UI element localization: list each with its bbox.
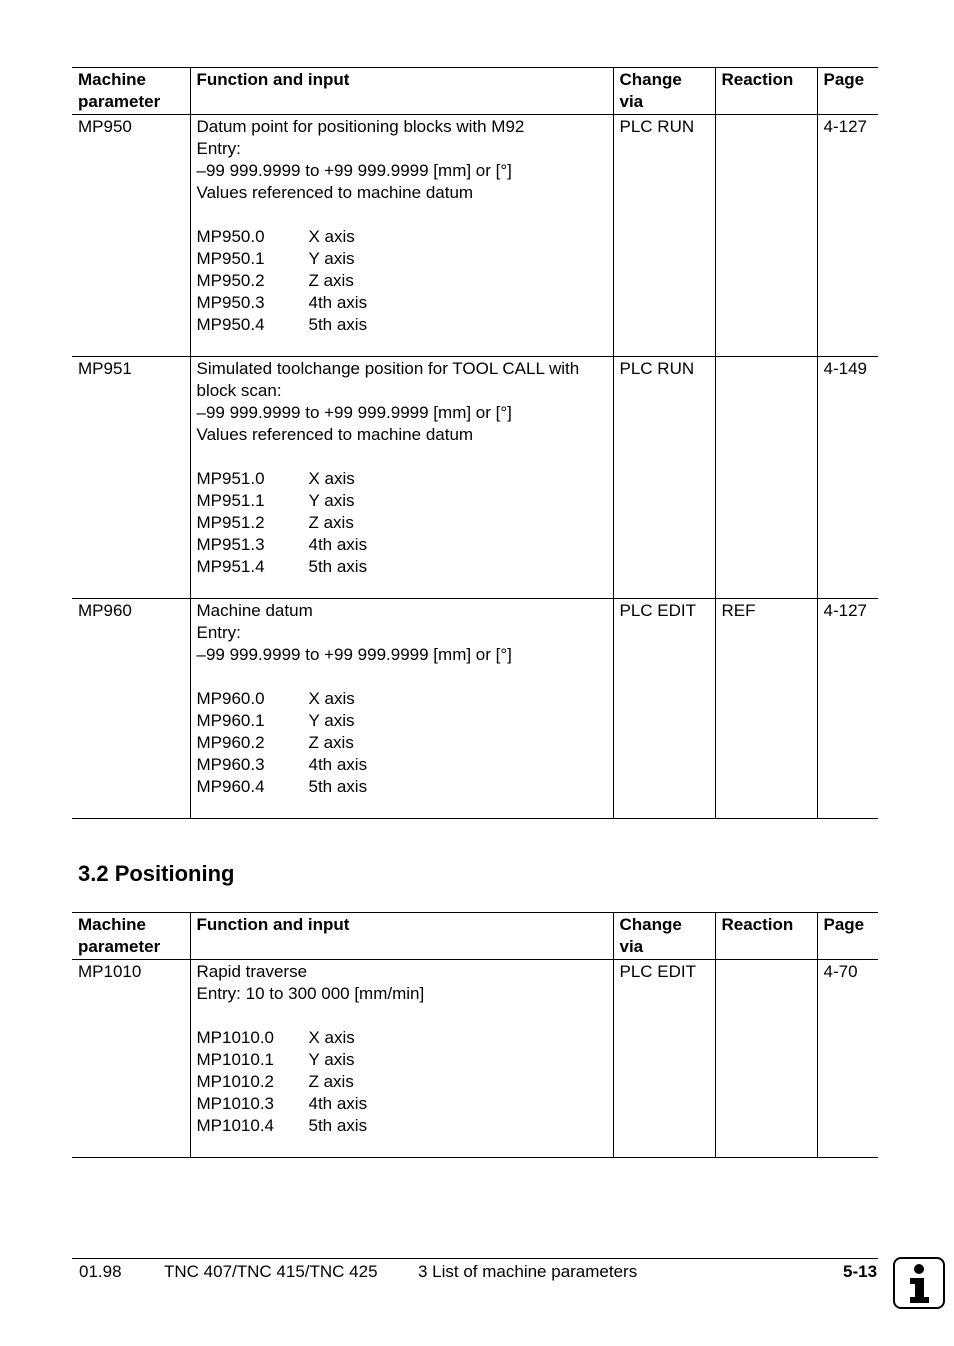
subparameter-id: MP960.3 [196, 755, 265, 774]
subparameter-axis: Y axis [308, 249, 355, 268]
function-cell [190, 357, 613, 599]
axis-subparameter [197, 1093, 607, 1115]
reaction-cell [715, 357, 817, 599]
function-line: Datum point for positioning blocks with M92 [196, 117, 525, 136]
page-cell: 4-127 [817, 599, 878, 819]
function-line: –99 999.9999 to +99 999.9999 [mm] or [°] [196, 161, 512, 180]
table-header-row [72, 913, 878, 960]
footer-date: 01.98 [79, 1262, 122, 1281]
axis-subparameter [197, 776, 607, 798]
function-line: Values referenced to machine datum [196, 183, 474, 202]
header-reaction: Reaction [715, 68, 817, 115]
table-row [72, 357, 878, 599]
param-cell: MP950 [78, 117, 132, 136]
subparameter-axis: 4th axis [308, 1094, 368, 1113]
param-cell: MP951 [78, 359, 132, 378]
subparameter-axis: Z axis [308, 733, 354, 752]
axis-subparameter [197, 1115, 607, 1137]
axis-subparameter [197, 248, 607, 270]
reaction-cell [715, 115, 817, 357]
subparameter-axis: Y axis [308, 491, 355, 510]
table-row [72, 115, 878, 357]
subparameter-axis: 5th axis [308, 315, 368, 334]
subparameter-id: MP960.4 [196, 777, 265, 796]
subparameter-id: MP960.2 [196, 733, 265, 752]
function-line: Entry: [196, 139, 241, 158]
subparameter-id: MP951.0 [196, 469, 265, 488]
function-line: Entry: 10 to 300 000 [mm/min] [196, 984, 425, 1003]
param-cell: MP960 [78, 601, 132, 620]
function-line: –99 999.9999 to +99 999.9999 [mm] or [°] [196, 645, 512, 664]
subparameter-axis: X axis [308, 689, 355, 708]
function-line: Simulated toolchange position for TOOL CALL with [196, 359, 580, 378]
subparameter-id: MP950.0 [196, 227, 265, 246]
header-page: Page [817, 68, 878, 115]
subparameter-id: MP1010.1 [196, 1050, 274, 1069]
change-via-cell: PLC EDIT [613, 599, 715, 819]
subparameter-id: MP950.2 [196, 271, 265, 290]
subparameter-axis: Z axis [308, 1072, 354, 1091]
axis-subparameter [197, 1071, 607, 1093]
subparameter-axis: X axis [308, 227, 355, 246]
header-machine-parameter: Machine parameter [78, 70, 161, 111]
reaction-cell [715, 960, 817, 1158]
subparameter-axis: Z axis [308, 513, 354, 532]
header-page: Page [817, 913, 878, 960]
subparameter-id: MP951.2 [196, 513, 265, 532]
page-cell: 4-70 [817, 960, 878, 1158]
axis-subparameter [197, 1027, 607, 1049]
function-line: Machine datum [196, 601, 313, 620]
change-via-cell: PLC EDIT [613, 960, 715, 1158]
axis-subparameter [197, 534, 607, 556]
page-cell: 4-127 [817, 115, 878, 357]
subparameter-id: MP951.4 [196, 557, 265, 576]
axis-subparameter [197, 688, 607, 710]
parameter-table-2 [72, 912, 878, 1158]
subparameter-axis: X axis [308, 1028, 355, 1047]
parameter-table-1 [72, 67, 878, 819]
subparameter-id: MP1010.0 [196, 1028, 274, 1047]
change-via-cell: PLC RUN [613, 115, 715, 357]
axis-subparameter [197, 1049, 607, 1071]
function-line: block scan: [196, 381, 282, 400]
subparameter-id: MP1010.4 [196, 1116, 274, 1135]
table-row [72, 960, 878, 1158]
function-cell [190, 115, 613, 357]
function-line: Rapid traverse [196, 962, 308, 981]
reaction-cell: REF [715, 599, 817, 819]
subparameter-id: MP951.1 [196, 491, 265, 510]
subparameter-id: MP950.4 [196, 315, 265, 334]
axis-subparameter [197, 732, 607, 754]
subparameter-axis: 5th axis [308, 1116, 368, 1135]
function-cell [190, 960, 613, 1158]
subparameter-axis: Y axis [308, 1050, 355, 1069]
subparameter-id: MP950.3 [196, 293, 265, 312]
function-line: Entry: [196, 623, 241, 642]
subparameter-axis: 5th axis [308, 557, 368, 576]
function-line: –99 999.9999 to +99 999.9999 [mm] or [°] [196, 403, 512, 422]
footer-divider [72, 1258, 878, 1259]
subparameter-axis: 4th axis [308, 293, 368, 312]
axis-subparameter [197, 754, 607, 776]
subparameter-id: MP1010.2 [196, 1072, 274, 1091]
subparameter-axis: 5th axis [308, 777, 368, 796]
header-function-and-input: Function and input [190, 913, 613, 960]
footer-chapter: 3 List of machine parameters [418, 1262, 638, 1281]
subparameter-id: MP960.1 [196, 711, 265, 730]
header-change-via: Change via [613, 68, 715, 115]
subparameter-axis: Z axis [308, 271, 354, 290]
header-reaction: Reaction [715, 913, 817, 960]
function-line: Values referenced to machine datum [196, 425, 474, 444]
subparameter-id: MP1010.3 [196, 1094, 274, 1113]
axis-subparameter [197, 490, 607, 512]
header-change-via: Change via [613, 913, 715, 960]
table-header-row [72, 68, 878, 115]
axis-subparameter [197, 556, 607, 578]
subparameter-axis: X axis [308, 469, 355, 488]
axis-subparameter [197, 468, 607, 490]
page-cell: 4-149 [817, 357, 878, 599]
subparameter-axis: 4th axis [308, 535, 368, 554]
section-heading: 3.2 Positioning [78, 861, 235, 886]
footer-page-number: 5-13 [843, 1262, 878, 1281]
axis-subparameter [197, 710, 607, 732]
axis-subparameter [197, 226, 607, 248]
header-function-and-input: Function and input [190, 68, 613, 115]
axis-subparameter [197, 314, 607, 336]
subparameter-id: MP950.1 [196, 249, 265, 268]
subparameter-id: MP951.3 [196, 535, 265, 554]
axis-subparameter [197, 292, 607, 314]
subparameter-axis: 4th axis [308, 755, 368, 774]
change-via-cell: PLC RUN [613, 357, 715, 599]
axis-subparameter [197, 270, 607, 292]
table-row [72, 599, 878, 819]
function-cell [190, 599, 613, 819]
subparameter-axis: Y axis [308, 711, 355, 730]
header-machine-parameter: Machine parameter [78, 915, 161, 956]
axis-subparameter [197, 512, 607, 534]
subparameter-id: MP960.0 [196, 689, 265, 708]
footer-model: TNC 407/TNC 415/TNC 425 [164, 1262, 378, 1281]
info-icon [893, 1257, 945, 1309]
param-cell: MP1010 [78, 962, 142, 981]
